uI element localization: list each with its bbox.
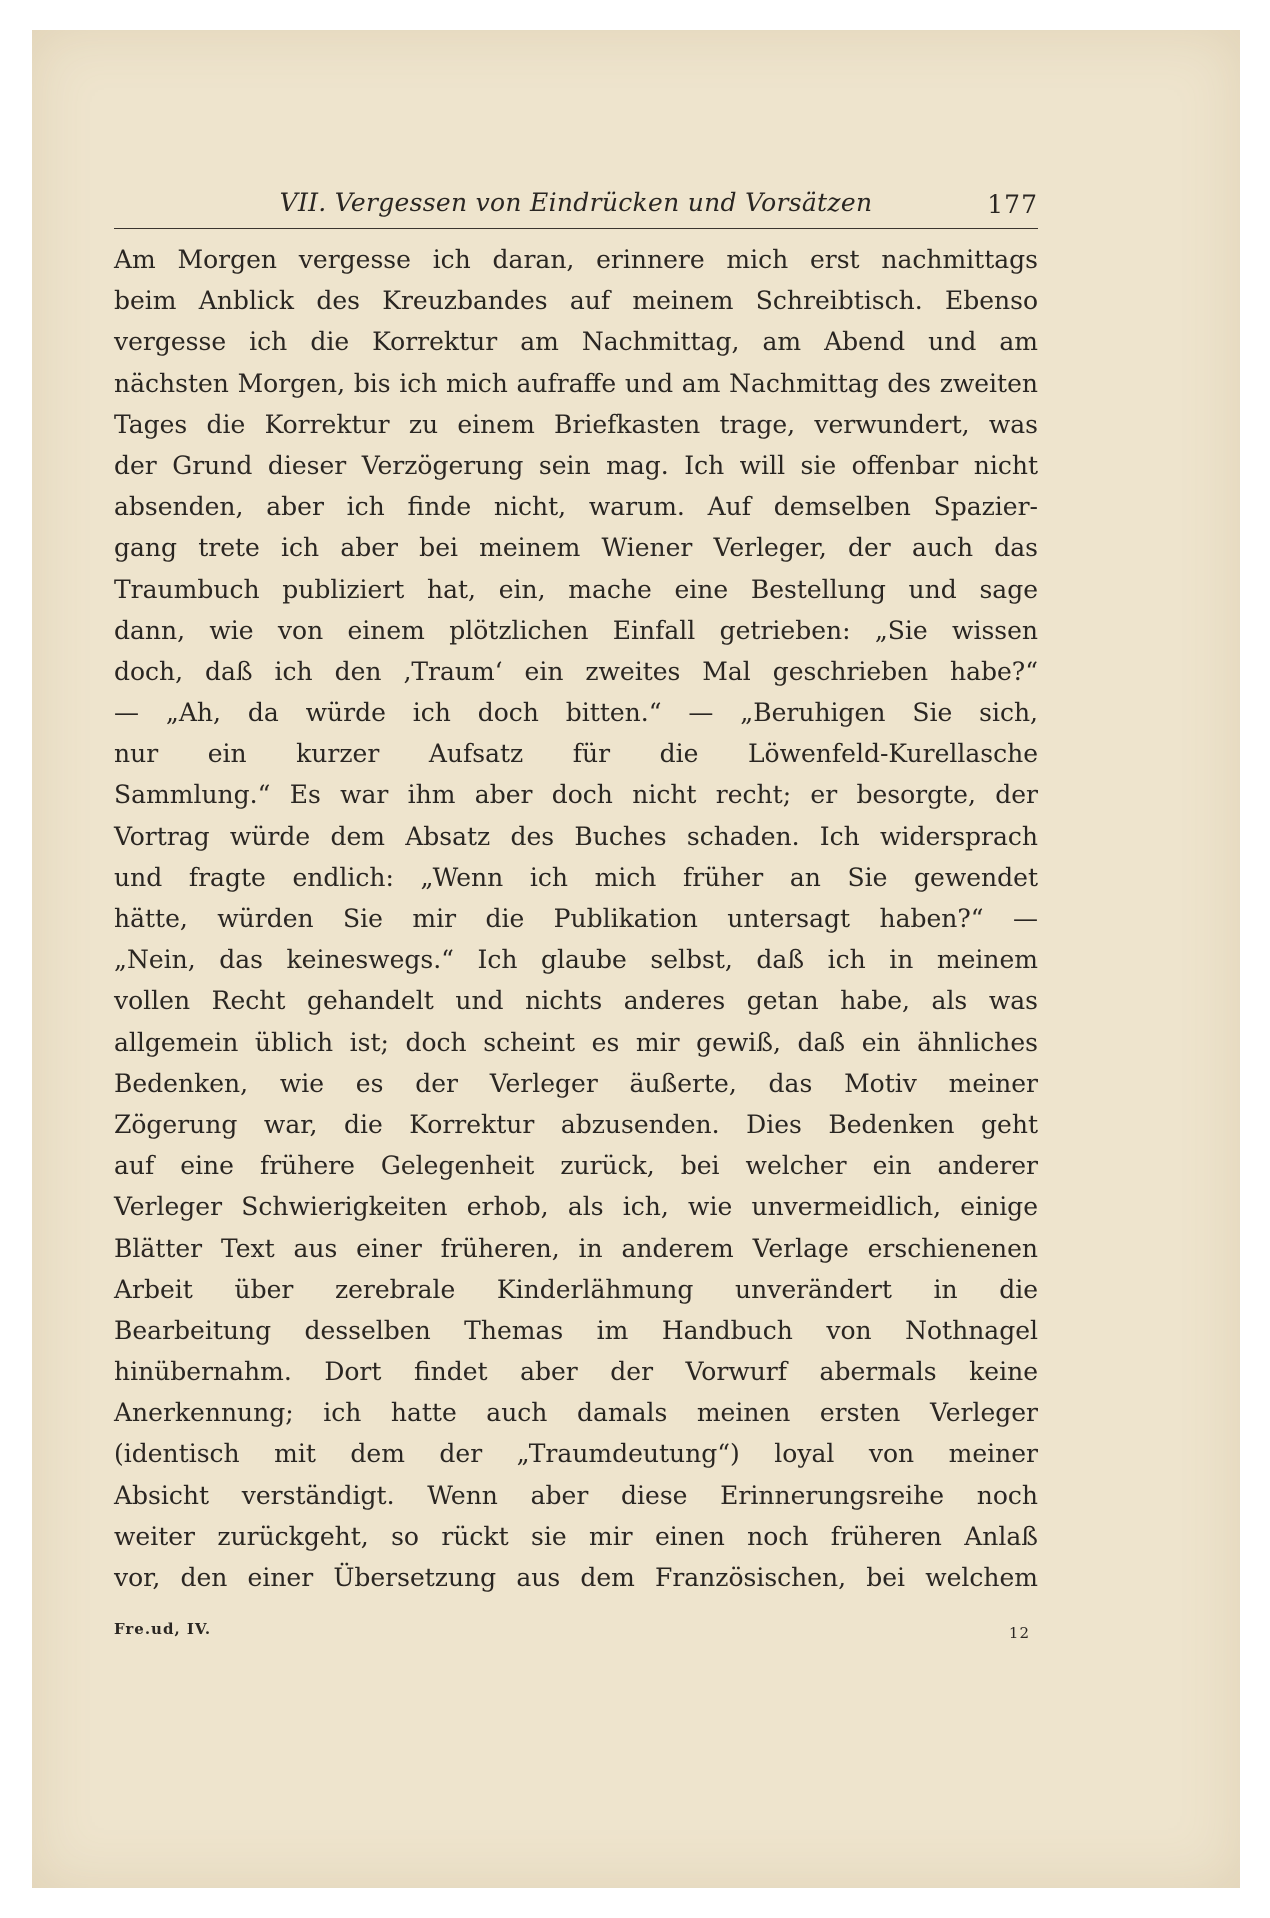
text-line: vollen Recht gehandelt und nichts anderes getan habe, als was (114, 986, 1038, 1016)
text-line: vergesse ich die Korrektur am Nachmittag, am Abend und am (114, 327, 1038, 357)
text-line: und fragte endlich: „Wenn ich mich früher an Sie gewendet (114, 862, 1038, 892)
text-line: weiter zurückgeht, so rückt sie mir einen noch früheren Anlaß (114, 1521, 1038, 1551)
text-line: Blätter Text aus einer früheren, in anderem Verlage erschienenen (114, 1233, 1038, 1263)
text-line: hätte, würden Sie mir die Publikation untersagt haben?“ — (114, 904, 1038, 933)
text-line: nächsten Morgen, bis ich mich aufraffe und am Nachmittag des zweiten (114, 368, 1038, 398)
signature-mark: Fre.ud, IV. (114, 1620, 212, 1639)
text-line: auf eine frühere Gelegenheit zurück, bei welcher ein anderer (114, 1151, 1038, 1181)
running-head (114, 188, 1038, 229)
chapter-title: VII. Vergessen von Eindrücken und Vorsätzen (279, 188, 873, 217)
text-line: Verleger Schwierigkeiten erhob, als ich, wie unvermeidlich, einige (114, 1192, 1038, 1222)
text-line: „Nein, das keineswegs.“ Ich glaube selbst, daß ich in meinem (114, 945, 1038, 975)
text-line: (identisch mit dem der „Traumdeutung“) loyal von meiner (114, 1439, 1038, 1469)
text-line: Am Morgen vergesse ich daran, erinnere mich erst nachmittags (114, 245, 1038, 274)
text-line: Vortrag würde dem Absatz des Buches schaden. Ich widersprach (114, 821, 1038, 851)
text-line: Sammlung.“ Es war ihm aber doch nicht recht; er besorgte, der (114, 780, 1038, 810)
text-line: Zögerung war, die Korrektur abzusenden. Dies Bedenken geht (114, 1109, 1038, 1139)
page-footer (114, 1620, 1038, 1650)
text-line: Absicht verständigt. Wenn aber diese Erinnerungsreihe noch (114, 1480, 1038, 1510)
page-number: 177 (987, 190, 1038, 219)
text-line: hinübernahm. Dort findet aber der Vorwurf abermals keine (114, 1357, 1038, 1387)
sheet-number: 12 (1008, 1624, 1030, 1643)
text-line: Arbeit über zerebrale Kinderlähmung unverändert in die (114, 1274, 1038, 1304)
text-line: doch, daß ich den ‚Traum‘ ein zweites Mal geschrieben habe?“ (114, 656, 1038, 686)
text-line: vor, den einer Übersetzung aus dem Französischen, bei welchem (114, 1563, 1038, 1592)
text-line: Anerkennung; ich hatte auch damals meinen ersten Verleger (114, 1398, 1038, 1428)
text-line: beim Anblick des Kreuzbandes auf meinem Schreibtisch. Ebenso (114, 286, 1038, 316)
text-line: allgemein üblich ist; doch scheint es mir gewiß, daß ein ähnliches (114, 1027, 1038, 1057)
text-line: nur ein kurzer Aufsatz für die Löwenfeld-Kurellasche (114, 739, 1038, 769)
text-line: Bedenken, wie es der Verleger äußerte, das Motiv meiner (114, 1068, 1038, 1098)
text-line: Bearbeitung desselben Themas im Handbuch von Nothnagel (114, 1315, 1038, 1345)
text-line: absenden, aber ich finde nicht, warum. Auf demselben Spazier- (114, 492, 1038, 522)
text-line: — „Ah, da würde ich doch bitten.“ — „Beruhigen Sie sich, (114, 698, 1038, 728)
text-line: Traumbuch publiziert hat, ein, mache eine Bestellung und sage (114, 574, 1038, 604)
text-line: der Grund dieser Verzögerung sein mag. Ich will sie offenbar nicht (114, 450, 1038, 480)
text-line: gang trete ich aber bei meinem Wiener Verleger, der auch das (114, 533, 1038, 563)
book-page (114, 188, 1038, 1650)
text-line: dann, wie von einem plötzlichen Einfall getrieben: „Sie wissen (114, 615, 1038, 645)
text-line: Tages die Korrektur zu einem Briefkasten trage, verwundert, was (114, 409, 1038, 439)
body-paragraph (114, 239, 1038, 1598)
